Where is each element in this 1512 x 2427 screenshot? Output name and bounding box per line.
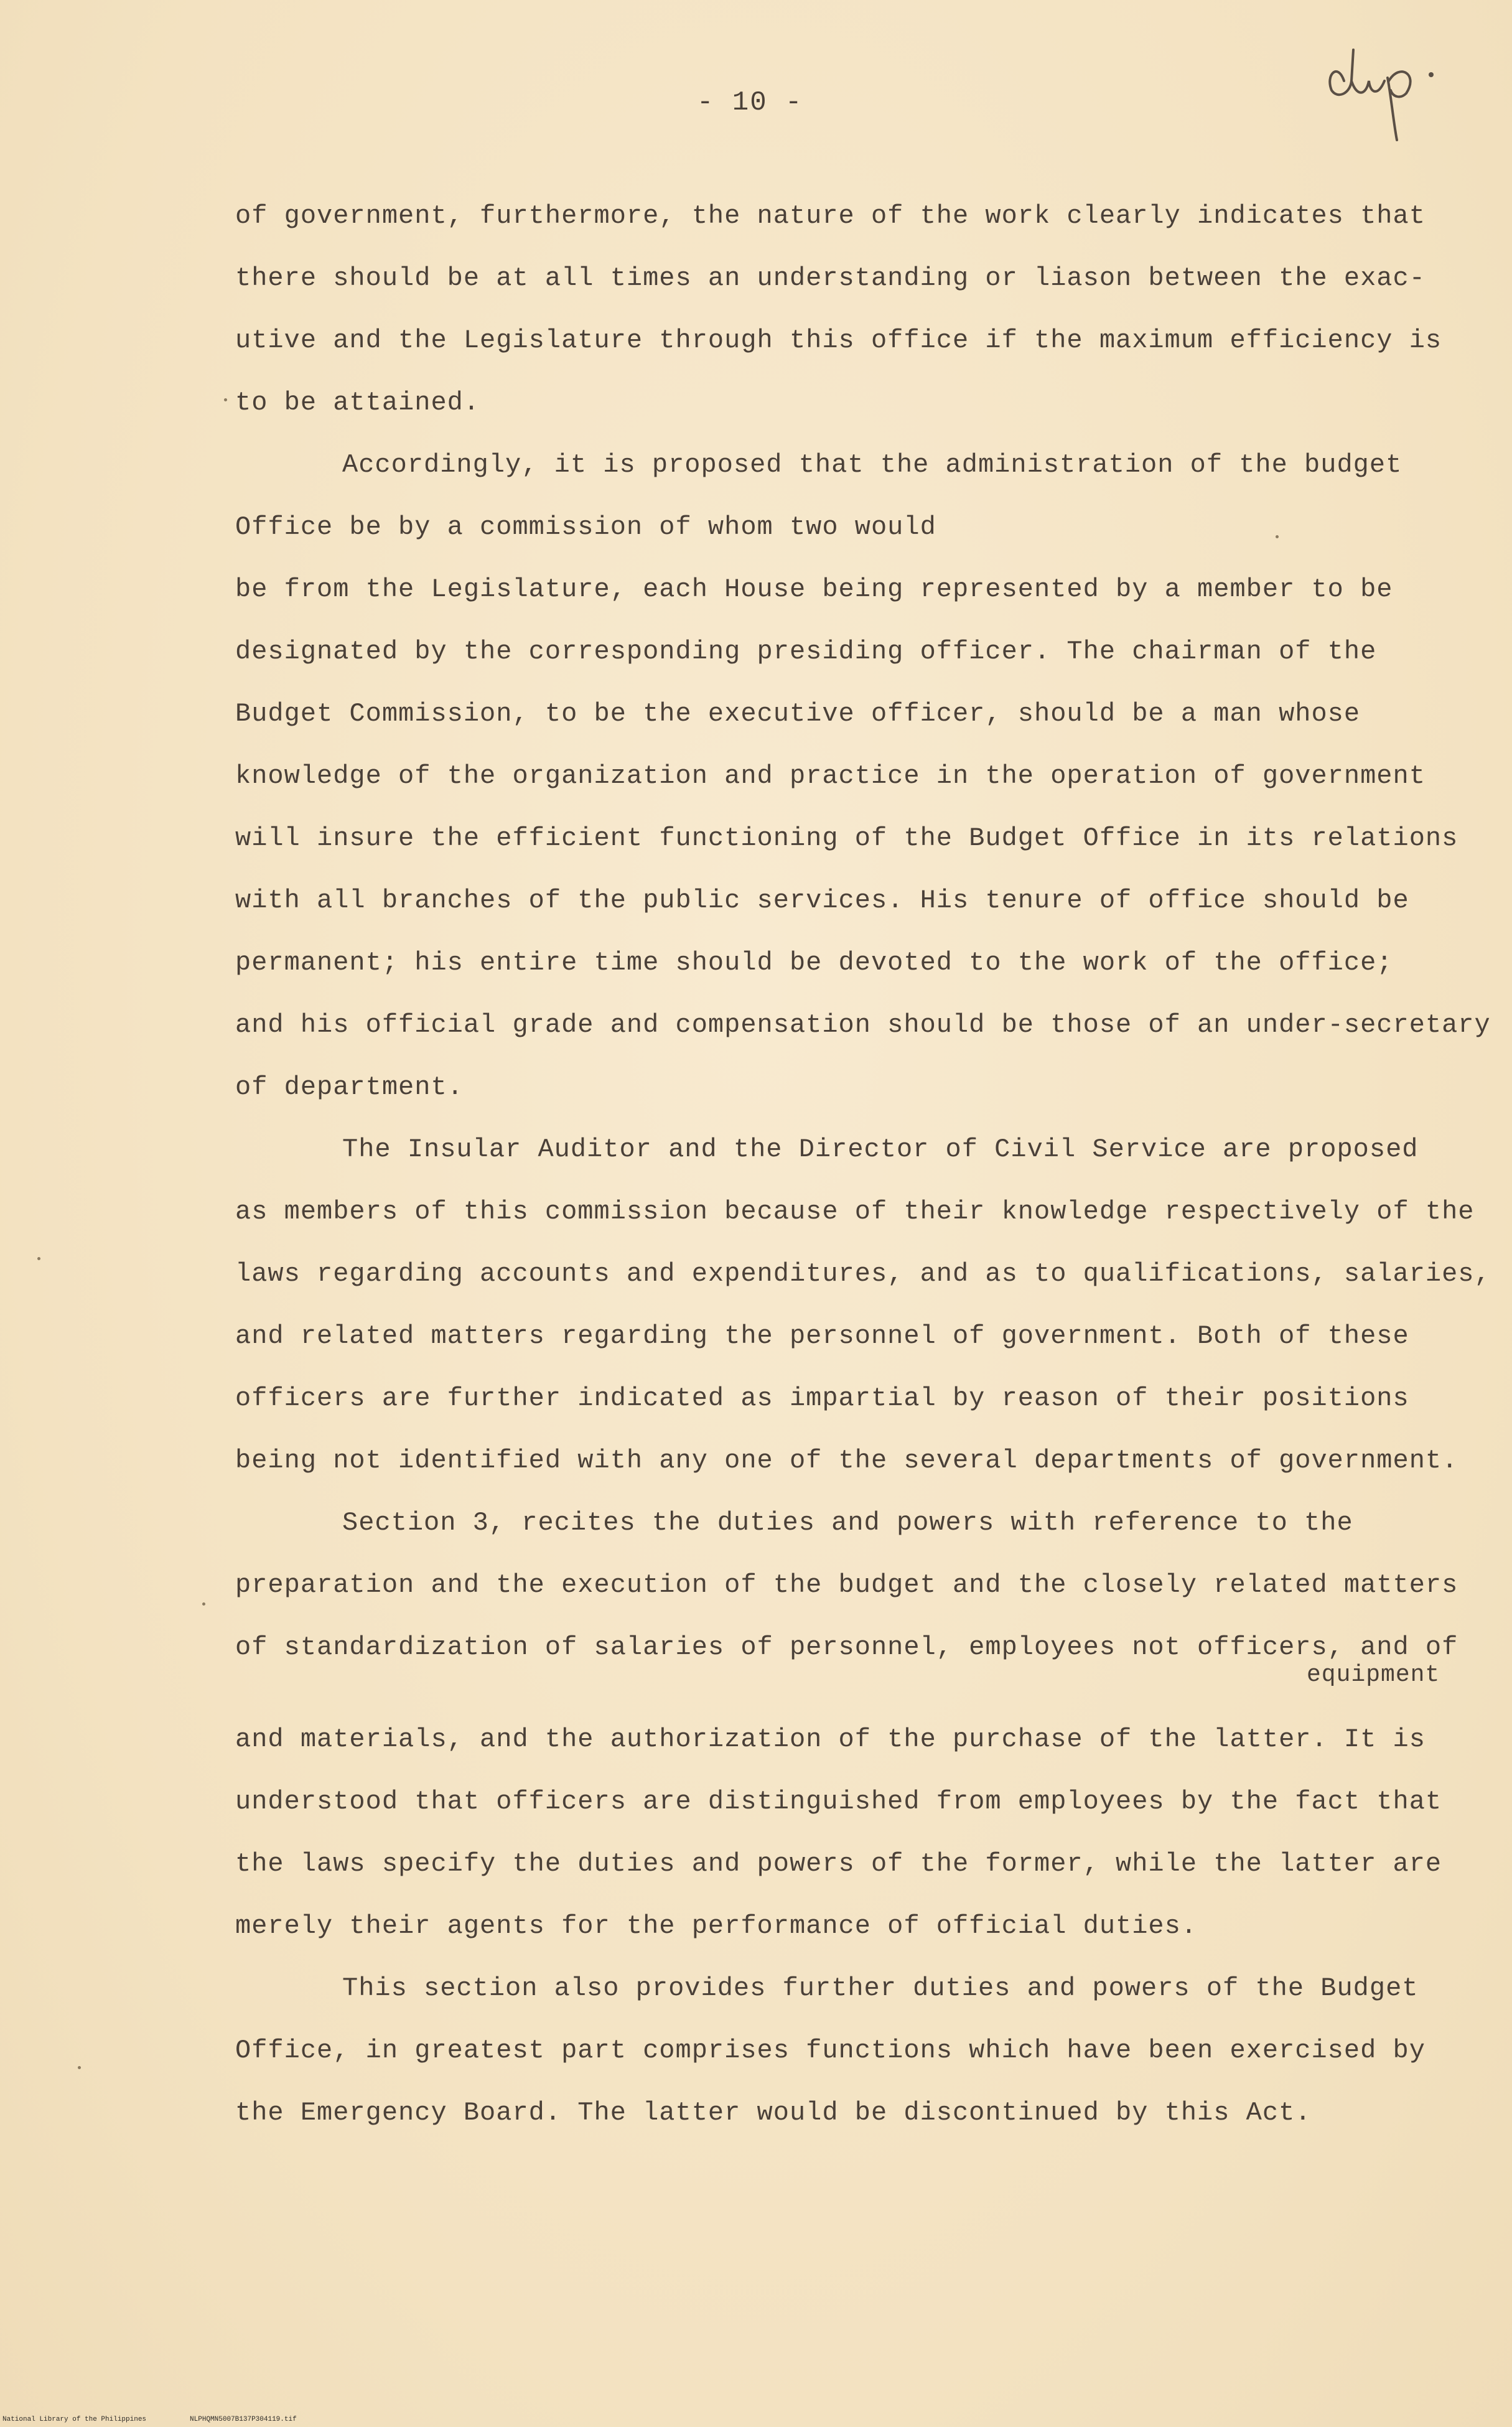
text-line: The Insular Auditor and the Director of Civil Service are proposed <box>342 1134 1419 1164</box>
paper-speck <box>1276 535 1279 538</box>
text-line: Section 3, recites the duties and powers with reference to the <box>342 1508 1353 1538</box>
paper-speck <box>202 1602 205 1606</box>
text-line: Budget Commission, to be the executive officer, should be a man whose <box>235 699 1361 729</box>
text-line: the laws specify the duties and powers of the former, while the latter are <box>235 1849 1442 1879</box>
text-line: Office be by a commission of whom two would <box>235 512 936 542</box>
text-line: with all branches of the public services. His tenure of office should be <box>235 886 1409 915</box>
paper-speck <box>78 2066 81 2069</box>
text-line: permanent; his entire time should be devoted to the work of the office; <box>235 948 1393 978</box>
text-line: and related matters regarding the personnel of government. Both of these <box>235 1321 1409 1351</box>
text-line: of department. <box>235 1072 464 1102</box>
text-line: as members of this commission because of their knowledge respectively of the <box>235 1197 1475 1227</box>
text-line: will insure the efficient functioning of the Budget Office in its relations <box>235 823 1458 853</box>
text-line: Accordingly, it is proposed that the administration of the budget <box>342 450 1402 480</box>
inserted-word: equipment <box>1307 1662 1440 1688</box>
text-line: understood that officers are distinguished from employees by the fact that <box>235 1787 1442 1817</box>
text-line: merely their agents for the performance of official duties. <box>235 1911 1198 1941</box>
text-line: This section also provides further duties and powers of the Budget <box>342 1973 1419 2003</box>
text-line: utive and the Legislature through this office if the maximum efficiency is <box>235 325 1442 355</box>
text-line: officers are further indicated as impartial by reason of their positions <box>235 1383 1409 1413</box>
text-line: laws regarding accounts and expenditures, and as to qualifications, salaries, <box>235 1259 1491 1289</box>
handwritten-dup-mark <box>1319 37 1481 143</box>
text-line: there should be at all times an understanding or liason between the exac- <box>235 263 1426 293</box>
text-line: the Emergency Board. The latter would be discontinued by this Act. <box>235 2098 1312 2128</box>
footer-filename: NLPHQMN5007B137P304119.tif <box>190 2416 297 2423</box>
text-line: and materials, and the authorization of the purchase of the latter. It is <box>235 1724 1426 1754</box>
footer-library: National Library of the Philippines <box>2 2416 147 2423</box>
text-line: to be attained. <box>235 388 480 418</box>
text-line: of standardization of salaries of personnel, employees not officers, and of <box>235 1632 1458 1662</box>
text-line: being not identified with any one of the several departments of government. <box>235 1446 1458 1475</box>
handwritten-annotation <box>1319 37 1481 143</box>
text-line: designated by the corresponding presiding officer. The chairman of the <box>235 637 1377 666</box>
scan-footer <box>2 2416 340 2423</box>
paper-speck <box>224 398 227 401</box>
text-line: knowledge of the organization and practice in the operation of government <box>235 761 1426 791</box>
text-line: be from the Legislature, each House being represented by a member to be <box>235 574 1393 604</box>
text-line: and his official grade and compensation should be those of an under-secretary <box>235 1010 1491 1040</box>
text-line: preparation and the execution of the budget and the closely related matters <box>235 1570 1458 1600</box>
text-line: of government, furthermore, the nature of the work clearly indicates that <box>235 201 1426 231</box>
text-line: Office, in greatest part comprises functions which have been exercised by <box>235 2036 1426 2065</box>
page-number: - 10 - <box>697 87 803 118</box>
paper-speck <box>37 1257 40 1260</box>
